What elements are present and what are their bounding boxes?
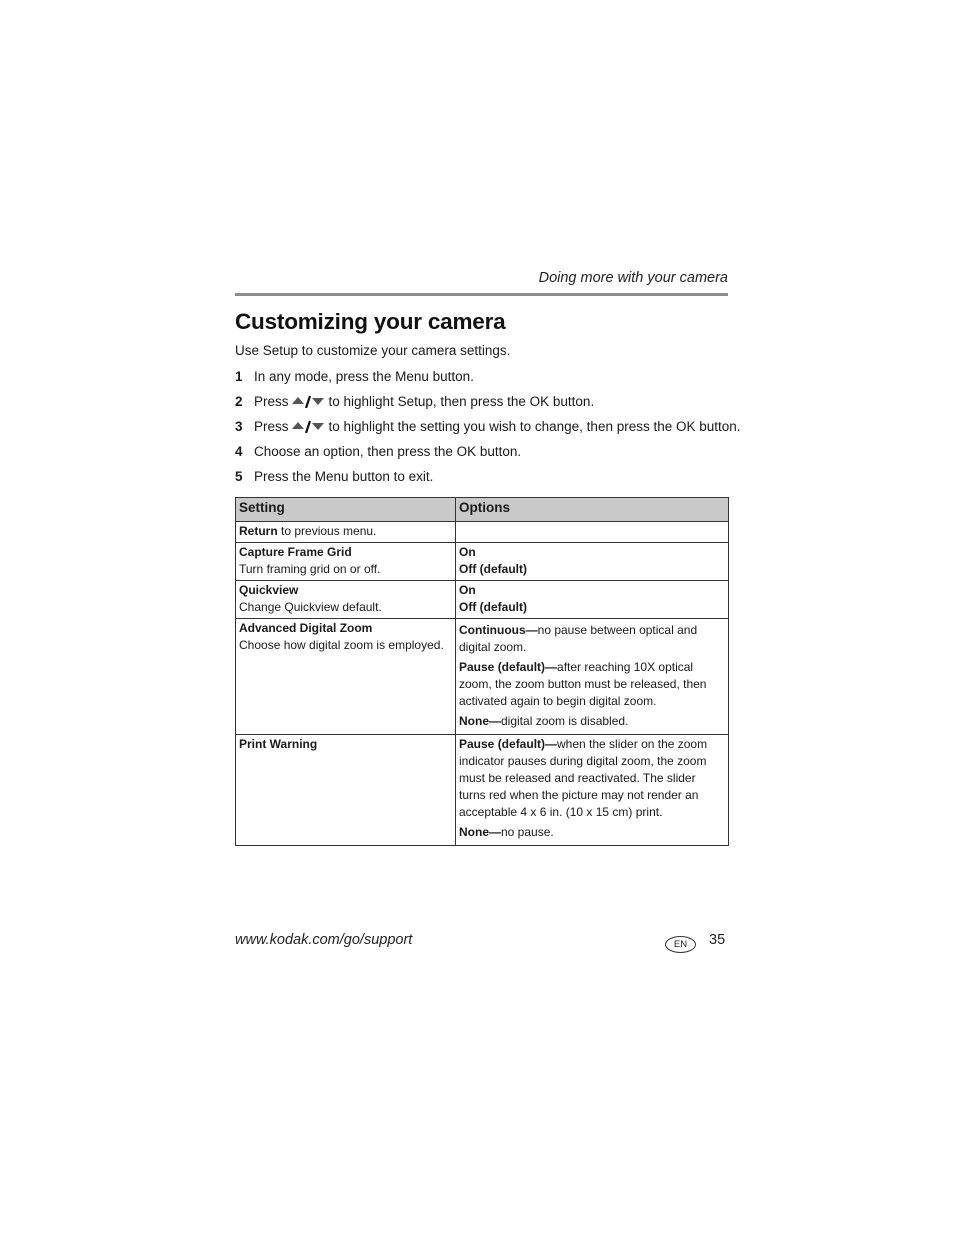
- step-text: Choose an option, then press the OK button.: [254, 444, 522, 459]
- option-value: Off (default): [459, 600, 527, 614]
- step-text: In any mode, press the Menu button.: [254, 369, 474, 384]
- step-instruction: to highlight the setting you wish to change, then press the OK button.: [328, 419, 741, 434]
- table-header-row: [236, 498, 729, 522]
- header-setting: Setting: [236, 498, 456, 522]
- setting-name: Return: [239, 524, 278, 538]
- step-2: [235, 392, 735, 417]
- option-paragraph: [459, 824, 725, 841]
- footer-url: www.kodak.com/go/support: [235, 932, 413, 948]
- step-number: 4: [235, 444, 243, 459]
- option-value: On: [459, 545, 476, 559]
- option-label: None—: [459, 825, 501, 839]
- step-number: 3: [235, 419, 243, 434]
- up-down-arrows-icon: [291, 394, 325, 408]
- option-paragraph: [459, 659, 725, 710]
- option-value: On: [459, 583, 476, 597]
- page-number: 35: [709, 932, 726, 948]
- step-5: [235, 467, 735, 492]
- option-text: no pause between optical and digital zoom.: [459, 623, 698, 654]
- setting-name: Advanced Digital Zoom: [239, 621, 373, 635]
- option-paragraph: [459, 622, 725, 656]
- step-text: [254, 392, 594, 411]
- page-title: Customizing your camera: [235, 309, 506, 334]
- step-3: [235, 417, 741, 442]
- option-text: digital zoom is disabled.: [501, 714, 629, 728]
- header-rule: [235, 293, 728, 296]
- intro-text: Use Setup to customize your camera settings.: [235, 343, 511, 358]
- step-4: [235, 442, 735, 467]
- option-label: Continuous—: [459, 623, 538, 637]
- step-1: [235, 367, 735, 392]
- setting-description: Turn framing grid on or off.: [239, 562, 381, 576]
- option-label: None—: [459, 714, 501, 728]
- options-cell: [456, 522, 729, 543]
- step-number: 2: [235, 394, 243, 409]
- setting-name: Print Warning: [239, 737, 318, 751]
- step-number: 5: [235, 469, 243, 484]
- option-text: when the slider on the zoom indicator pauses during digital zoom, the zoom must be released and reactivated. The slider turns red when the picture may not render an acceptable 4 x 6 in. (10 x 15 cm) print.: [459, 737, 708, 819]
- step-number: 1: [235, 369, 243, 384]
- option-text: no pause.: [501, 825, 554, 839]
- language-badge: EN: [665, 936, 696, 953]
- option-paragraph: [459, 713, 725, 730]
- setting-cell: [236, 735, 456, 846]
- setting-name: Quickview: [239, 583, 299, 597]
- setting-description: Change Quickview default.: [239, 600, 382, 614]
- options-cell: [456, 619, 729, 735]
- setting-description: Choose how digital zoom is employed.: [239, 638, 444, 652]
- up-down-arrows-icon: [291, 419, 325, 433]
- setting-cell: [236, 522, 456, 543]
- header-options: Options: [456, 498, 729, 522]
- step-press-word: Press: [254, 419, 289, 434]
- running-header: Doing more with your camera: [538, 270, 728, 286]
- table-row-advanced-digital-zoom: [236, 619, 729, 735]
- steps-list: [235, 367, 741, 492]
- option-label: Pause (default)—: [459, 660, 558, 674]
- settings-table: [235, 497, 729, 846]
- option-value: Off (default): [459, 562, 527, 576]
- option-paragraph: [459, 736, 725, 821]
- step-text: [254, 417, 741, 436]
- table-row-print-warning: [236, 735, 729, 846]
- setting-name: Capture Frame Grid: [239, 545, 352, 559]
- setting-cell: [236, 543, 456, 581]
- step-instruction: to highlight Setup, then press the OK button.: [328, 394, 595, 409]
- options-cell: [456, 735, 729, 846]
- setting-cell: [236, 619, 456, 735]
- table-row-quickview: [236, 581, 729, 619]
- setting-cell: [236, 581, 456, 619]
- option-label: Pause (default)—: [459, 737, 558, 751]
- step-text: Press the Menu button to exit.: [254, 469, 434, 484]
- table-row-return: [236, 522, 729, 543]
- option-text: after reaching 10X optical zoom, the zoom button must be released, then activated again to begin digital zoom.: [459, 660, 707, 708]
- step-press-word: Press: [254, 394, 289, 409]
- setting-suffix: to previous menu.: [277, 524, 377, 538]
- options-cell: [456, 543, 729, 581]
- table-row-capture-frame-grid: [236, 543, 729, 581]
- options-cell: [456, 581, 729, 619]
